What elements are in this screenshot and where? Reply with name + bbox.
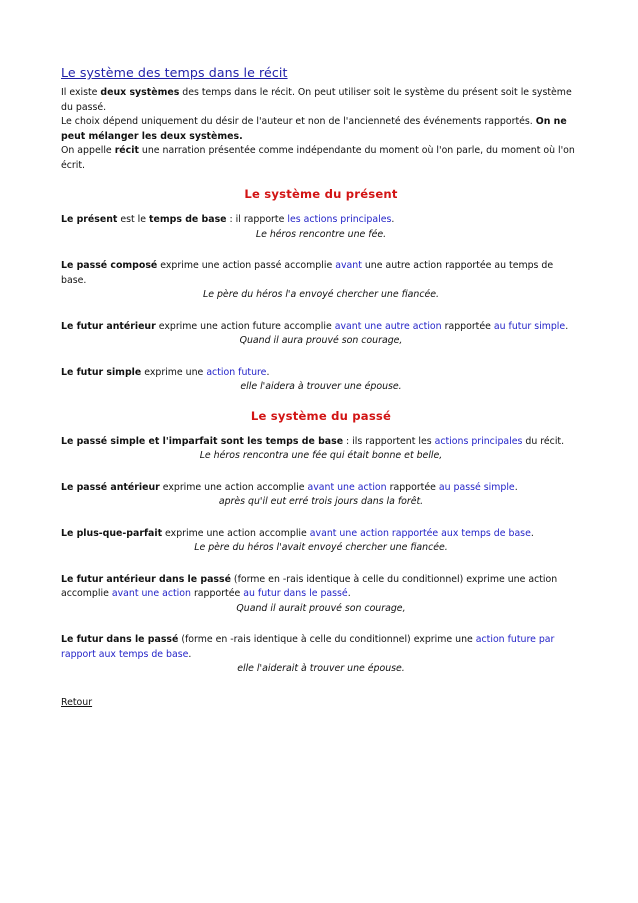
- intro-line-2: Le choix dépend uniquement du désir de l'auteur et non de l'ancienneté des événements rapportés. On ne peut mélanger les deux systèmes.: [61, 116, 567, 142]
- present-entry-passe-compose: Le passé composé exprime une action passé accomplie avant une autre action rapportée au temps de base.: [61, 260, 554, 286]
- section-heading-present: Le système du présent: [244, 187, 398, 201]
- page-title: Le système des temps dans le récit: [61, 65, 288, 80]
- document: [61, 62, 581, 709]
- example-sentence: Le père du héros l'avait envoyé chercher une fiancée.: [194, 542, 448, 553]
- example-sentence: Le héros rencontre une fée.: [255, 228, 387, 240]
- passe-entry-passe-simple: Le passé simple et l'imparfait sont les temps de base : ils rapportent les actions principales du récit.: [61, 435, 565, 447]
- retour-link[interactable]: Retour: [61, 696, 93, 708]
- example-sentence: Quand il aurait prouvé son courage,: [236, 602, 406, 614]
- example-sentence: Quand il aura prouvé son courage,: [239, 335, 403, 346]
- intro-line-1: Il existe deux systèmes des temps dans le récit. On peut utiliser soit le système du présent soit le système du passé.: [61, 87, 572, 113]
- section-heading-passe: Le système du passé: [250, 408, 392, 423]
- present-entry-futur-anterieur: Le futur antérieur exprime une action future accomplie avant une autre action rapportée au futur simple.: [61, 320, 569, 332]
- example-sentence: Le père du héros l'a envoyé chercher une fiancée.: [203, 289, 439, 300]
- example-sentence: après qu'il eut erré trois jours dans la forêt.: [218, 496, 424, 507]
- present-entry-present: Le présent est le temps de base : il rapporte les actions principales.: [61, 214, 395, 225]
- example-sentence: elle l'aiderait à trouver une épouse.: [237, 663, 405, 674]
- passe-entry-futur-anterieur-passe: Le futur antérieur dans le passé (forme en -rais identique à celle du conditionnel) exprime une action accomplie avant une action rapportée au futur dans le passé.: [61, 573, 558, 599]
- example-sentence: Le héros rencontra une fée qui était bonne et belle,: [199, 450, 443, 461]
- present-entry-futur-simple: Le futur simple exprime une action future.: [61, 366, 270, 378]
- passe-entry-plus-que-parfait: Le plus-que-parfait exprime une action accomplie avant une action rapportée aux temps de base.: [61, 527, 534, 539]
- passe-entry-passe-anterieur: Le passé antérieur exprime une action accomplie avant une action rapportée au passé simple.: [61, 481, 518, 493]
- example-sentence: elle l'aidera à trouver une épouse.: [240, 381, 402, 392]
- passe-entry-futur-dans-le-passe: Le futur dans le passé (forme en -rais identique à celle du conditionnel) exprime une action future par rapport aux temps de base.: [61, 634, 555, 660]
- intro-line-3: On appelle récit une narration présentée comme indépendante du moment où l'on parle, du moment où l'on écrit.: [61, 145, 575, 171]
